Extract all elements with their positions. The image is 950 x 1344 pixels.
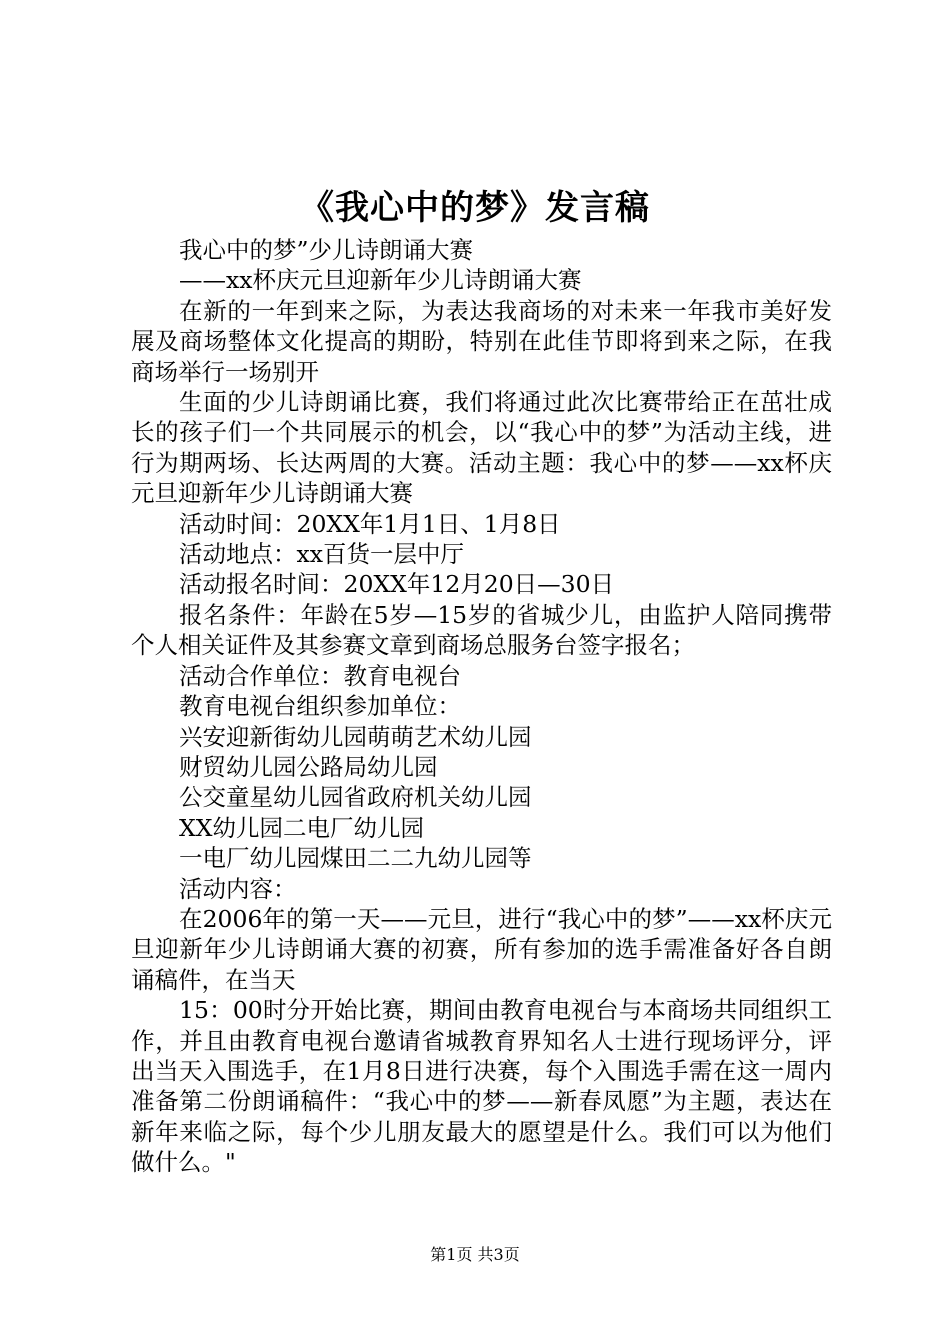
paragraph: 我心中的梦”少儿诗朗诵大赛 — [179, 236, 474, 264]
paragraph: 公交童星幼儿园省政府机关幼儿园 — [179, 783, 532, 812]
paragraph: 活动地点：xx百货一层中厅 — [179, 540, 465, 569]
paragraph: XX幼儿园二电厂幼儿园 — [179, 813, 424, 842]
paragraph: 活动内容： — [179, 874, 297, 903]
paragraph: 活动报名时间：20XX年12月20日—30日 — [179, 570, 615, 599]
paragraph: 一电厂幼儿园煤田二二九幼儿园等 — [179, 844, 532, 873]
paragraph: 报名条件：年龄在5岁—15岁的省城少儿，由监护人陪同携带个人相关证件及其参赛文章到商场总服务台签字报名； — [131, 600, 832, 660]
paragraph: 在2006年的第一天——元旦，进行“我心中的梦”——xx杯庆元旦迎新年少儿诗朗诵大赛的初赛，所有参加的选手需准备好各自朗诵稿件，在当天 — [131, 904, 832, 994]
paragraph: 15：00时分开始比赛，期间由教育电视台与本商场共同组织工作，并且由教育电视台邀请省城教育界知名人士进行现场评分，评出当天入围选手，在1月8日进行决赛，每个入围选手需在这一周内准备第二份朗诵稿件：“我心中的梦——新春凤愿”为主题，表达在新年来临之际，每个少儿朋友最大的愿望是什么。我们可以为他们做什么。" — [131, 996, 832, 1177]
document-title: 《我心中的梦》发言稿 — [300, 188, 650, 228]
page-footer: 第1页 共3页 — [430, 1245, 520, 1264]
paragraph: 活动合作单位：教育电视台 — [179, 661, 461, 690]
paragraph: 活动时间：20XX年1月1日、1月8日 — [179, 509, 561, 538]
document-body — [131, 235, 832, 1178]
paragraph: ——xx杯庆元旦迎新年少儿诗朗诵大赛 — [179, 266, 582, 295]
paragraph: 生面的少儿诗朗诵比赛，我们将通过此次比赛带给正在茁壮成长的孩子们一个共同展示的机会，以“我心中的梦”为活动主线，进行为期两场、长达两周的大赛。活动主题：我心中的梦——xx杯庆元旦迎新年少儿诗朗诵大赛 — [131, 388, 832, 508]
paragraph: 财贸幼儿园公路局幼儿园 — [179, 752, 438, 781]
paragraph: 教育电视台组织参加单位： — [179, 692, 461, 721]
paragraph: 在新的一年到来之际，为表达我商场的对未来一年我市美好发展及商场整体文化提高的期盼，特别在此佳节即将到来之际，在我商场举行一场别开 — [131, 296, 832, 386]
paragraph: 兴安迎新街幼儿园萌萌艺术幼儿园 — [179, 722, 532, 751]
